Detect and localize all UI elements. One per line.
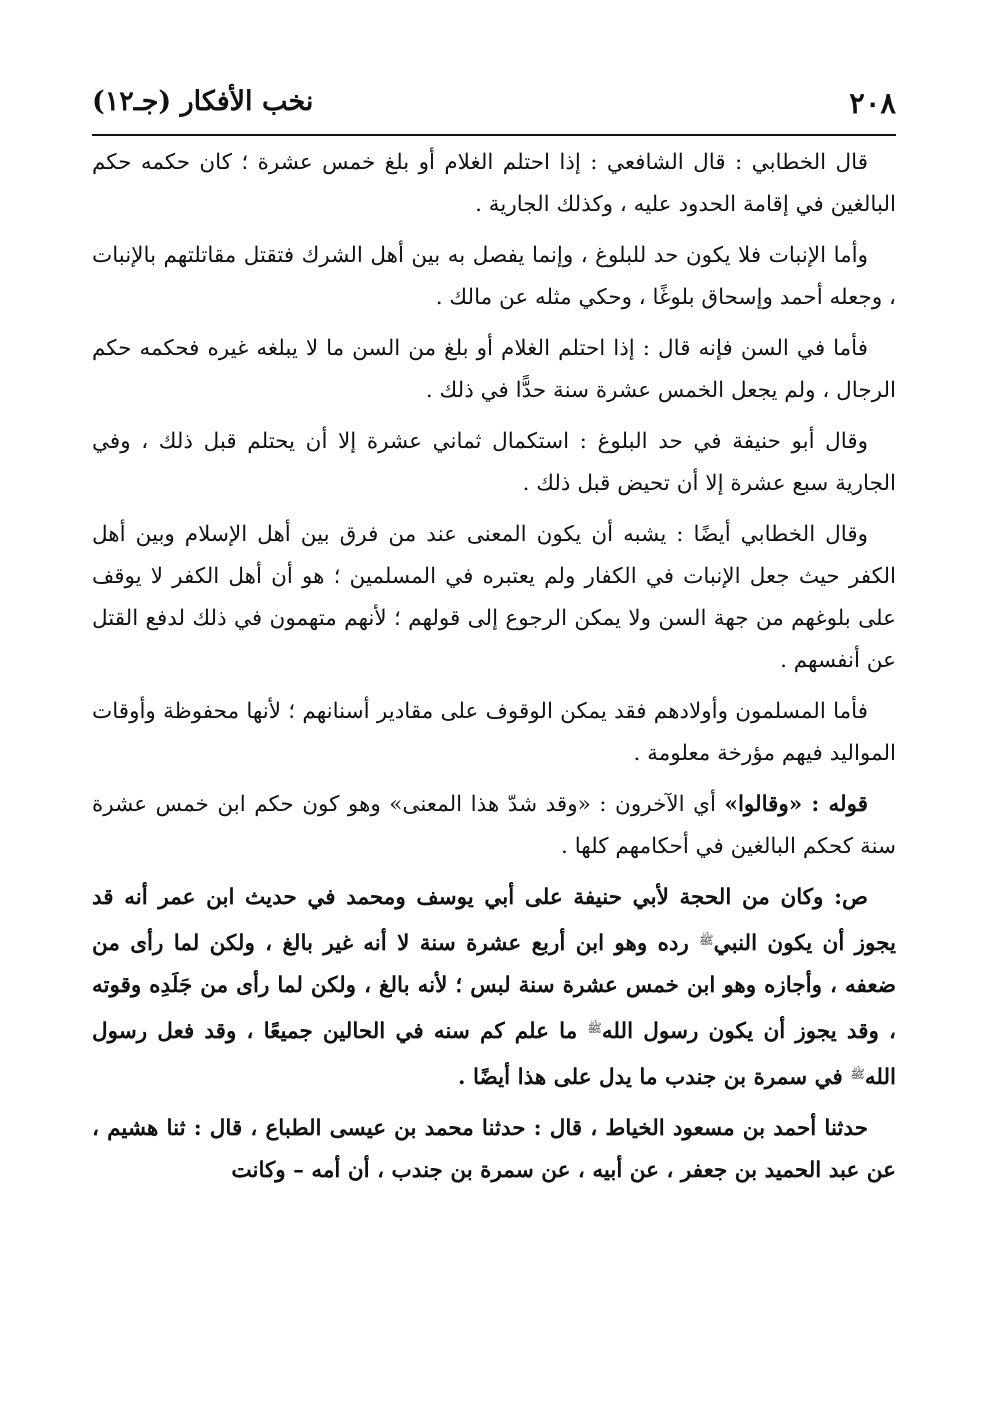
paragraph-qawluhu	[92, 784, 896, 868]
paragraph-khattabi-shafii: قال الخطابي : قال الشافعي : إذا احتلم الغلام أو بلغ خمس عشرة ؛ كان حكمه حكم البالغين في إقامة الحدود عليه ، وكذلك الجارية .	[92, 150, 896, 217]
salutation-mark: ﷺ	[699, 933, 714, 947]
isnad-paragraph: حدثنا أحمد بن مسعود الخياط ، قال : حدثنا محمد بن عيسى الطباع ، قال : ثنا هشيم ، عن عبد الحميد بن جعفر ، عن أبيه ، عن سمرة بن جندب ، أن أمه – وكانت	[92, 1116, 896, 1183]
paragraph-inbat: وأما الإنبات فلا يكون حد للبلوغ ، وإنما يفصل به بين أهل الشرك فتقتل مقاتلتهم بالإنبات ، وجعله أحمد وإسحاق بلوغًا ، وحكي مثله عن مالك .	[92, 243, 896, 310]
qawluhu-lead: قوله : «وقالوا»	[724, 792, 868, 817]
salutation-mark: ﷺ	[587, 1021, 602, 1035]
paragraph-abu-hanifa: وقال أبو حنيفة في حد البلوغ : استكمال ثماني عشرة إلا أن يحتلم قبل ذلك ، وفي الجارية سبع عشرة إلا أن تحيض قبل ذلك .	[92, 429, 896, 496]
matn-part-4: في سمرة بن جندب ما يدل على هذا أيضًا .	[457, 1065, 851, 1090]
paragraph-muslimun: فأما المسلمون وأولادهم فقد يمكن الوقوف على مقادير أسنانهم ؛ لأنها محفوظة وأوقات المواليد فيهم مؤرخة معلومة .	[92, 699, 896, 766]
page-body	[92, 142, 896, 1192]
page-number: ٢٠٨	[849, 86, 896, 120]
matn-paragraph	[92, 877, 896, 1099]
matn-part-2: رده وهو ابن أربع عشرة سنة لا أنه غير بالغ ، ولكن لما رأى من ضعفه ، وأجازه وهو ابن خمس عشرة سنة لبس ؛ لأنه بالغ ، ولكن لما رأى من جَلَدِه وقوته ، وقد يجوز أن يكون رسول الله	[92, 931, 896, 1044]
paragraph-sinn: فأما في السن فإنه قال : إذا احتلم الغلام أو بلغ من السن ما لا يبلغه غيره فحكمه حكم الرجال ، ولم يجعل الخمس عشرة سنة حدًّا في ذلك .	[92, 336, 896, 403]
qawluhu-text: أي الآخرون : «وقد شدّ هذا المعنى» وهو كون حكم ابن خمس عشرة سنة كحكم البالغين في أحكامهم كلها .	[92, 792, 896, 859]
running-title: نخب الأفكار (جـ١٢)	[92, 86, 314, 117]
book-page	[92, 78, 896, 1373]
matn-part-1: ص: وكان من الحجة لأبي حنيفة على أبي يوسف ومحمد في حديث ابن عمر أنه قد يجوز أن يكون النبي	[92, 885, 896, 956]
page-header	[92, 78, 896, 136]
paragraph-khattabi-ayidan: وقال الخطابي أيضًا : يشبه أن يكون المعنى عند من فرق بين أهل الإسلام وبين أهل الكفر حيث جعل الإنبات في الكفار ولم يعتبره في المسلمين ؛ هو أن أهل الكفر لا يوقف على بلوغهم من جهة السن ولا يمكن الرجوع إلى قولهم ؛ لأنهم متهمون في ذلك لدفع القتل عن أنفسهم .	[92, 522, 896, 673]
salutation-mark: ﷺ	[850, 1067, 865, 1081]
matn-part-3: ما علم كم سنه في الحالين جميعًا ، وقد فعل رسول الله	[92, 1019, 896, 1090]
